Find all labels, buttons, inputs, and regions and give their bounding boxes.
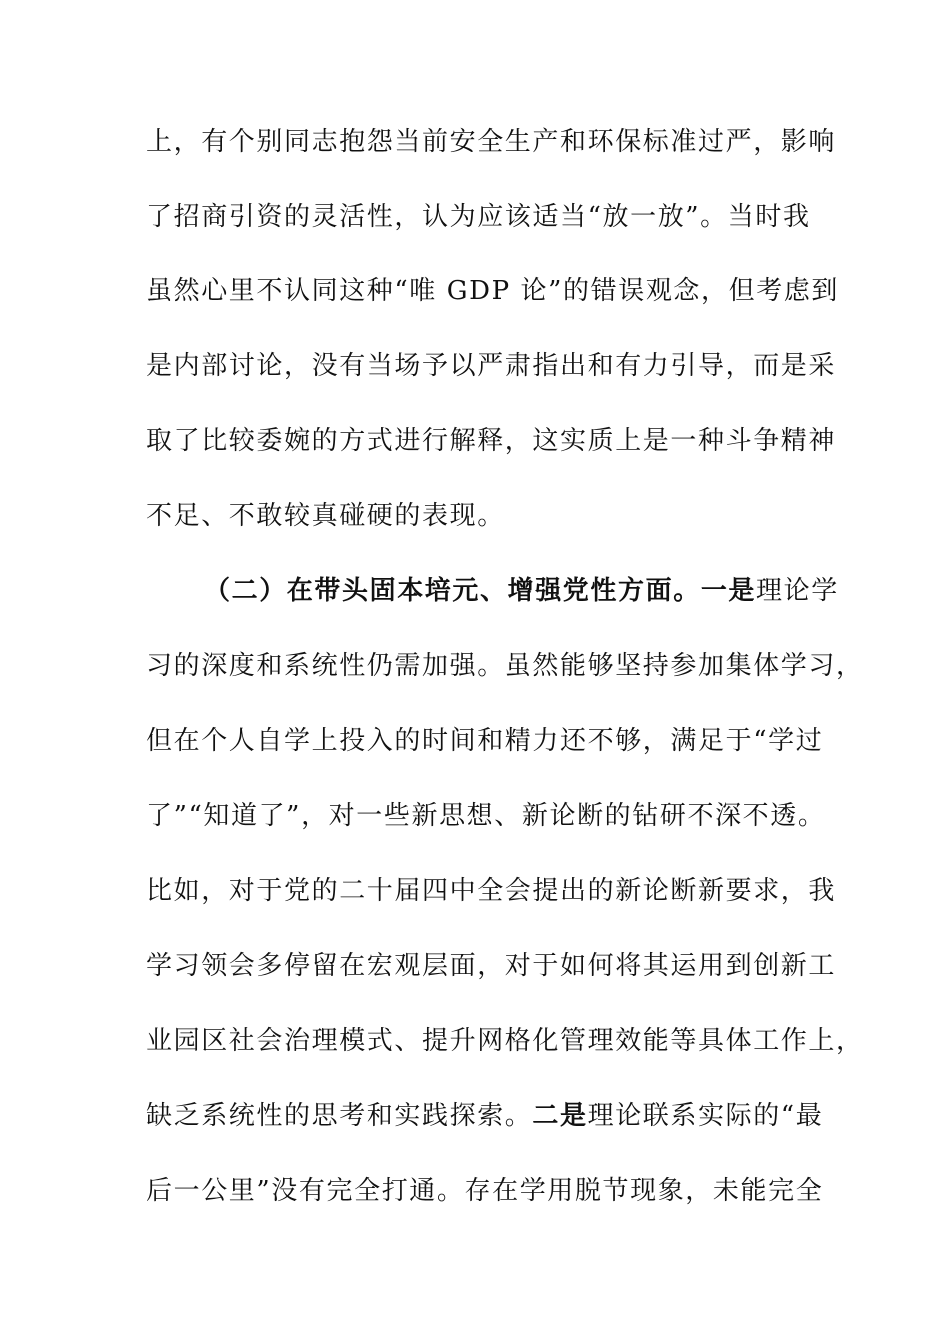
text-run: 学习领会多停留在宏观层面，对于如何将其运用到创新工: [146, 951, 837, 981]
text-run: 理论学: [756, 576, 839, 606]
text-line-13: [146, 1021, 864, 1061]
text-line-8: [146, 646, 864, 686]
text-run: 了”“知道了”，对一些新思想、新论断的钻研不深不透。: [146, 801, 826, 831]
section-heading: （二）在带头固本培元、增强党性方面。: [204, 576, 701, 606]
text-line-5: [146, 421, 837, 461]
point-marker-first: 一是: [700, 576, 757, 606]
text-line-2: [146, 197, 811, 237]
text-line-11: [146, 871, 837, 911]
text-run: 习的深度和系统性仍需加强。虽然能够坚持参加集体学习，: [146, 651, 864, 681]
text-run: 但在个人自学上投入的时间和精力还不够，满足于“学过: [146, 726, 824, 756]
text-run: 取了比较委婉的方式进行解释，这实质上是一种斗争精神: [146, 426, 837, 456]
text-run: 后一公里”没有完全打通。存在学用脱节现象，未能完全: [146, 1176, 824, 1206]
text-run: 缺乏系统性的思考和实践探索。: [146, 1101, 533, 1131]
text-line-1: [146, 122, 837, 162]
text-run: 上，有个别同志抱怨当前安全生产和环保标准过严，影响: [146, 127, 837, 157]
text-run: 理论联系实际的“最: [587, 1101, 824, 1131]
point-marker-second: 二是: [532, 1101, 588, 1131]
text-line-6: [146, 496, 806, 536]
text-line-3: [146, 271, 840, 311]
text-line-9: [146, 721, 824, 761]
text-line-12: [146, 946, 837, 986]
text-line-10: [146, 796, 826, 836]
text-line-15: [146, 1171, 824, 1211]
text-run: 虽然心里不认同这种“唯 GDP 论”的错误观念，但考虑到: [146, 276, 840, 306]
text-run: 不足、不敢较真碰硬的表现。: [146, 501, 505, 531]
text-run: 业园区社会治理模式、提升网格化管理效能等具体工作上，: [146, 1026, 864, 1056]
text-line-7-section-heading: [204, 571, 864, 611]
text-run: 比如，对于党的二十届四中全会提出的新论断新要求，我: [146, 876, 837, 906]
text-run: 了招商引资的灵活性，认为应该适当“放一放”。当时我: [146, 202, 811, 232]
text-line-4: [146, 346, 837, 386]
text-line-14: [146, 1096, 824, 1136]
text-run: 是内部讨论，没有当场予以严肃指出和有力引导，而是采: [146, 351, 837, 381]
